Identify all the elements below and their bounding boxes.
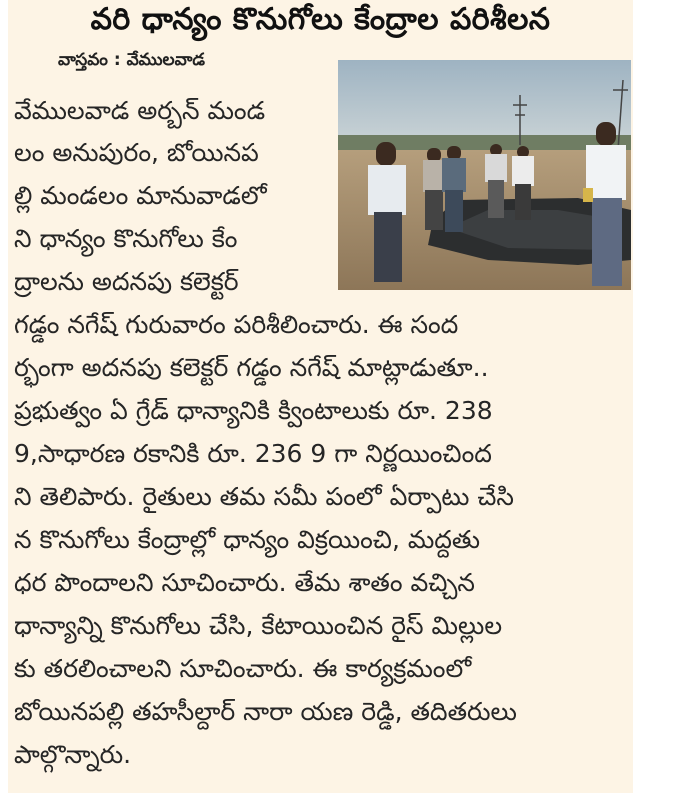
body-line: న కొనుగోలు కేంద్రాల్లో ధాన్యం విక్రయించి, మద్దతు [14,525,481,554]
body-line: వేములవాడ అర్బన్ మండ [14,96,266,125]
body-line: ని ధాన్యం కొనుగోలు కేం [14,224,238,253]
body-line: కు తరలించాలని సూచించారు. ఈ కార్యక్రమంలో [14,654,472,683]
body-line: ప్రభుత్వం ఏ గ్రేడ్ ధాన్యానికి క్వింటాలుకు రూ. 238 [14,396,493,425]
body-line: ద్రాలను అదనపు కలెక్టర్ [14,267,239,296]
body-line: బోయినపల్లి తహసీల్దార్ నారా యణ రెడ్డి, తదితరులు [14,697,517,726]
body-line: ధాన్యాన్ని కొనుగోలు చేసి, కేటాయించిన రైస్ మిల్లుల [14,611,503,640]
body-line: ర్భంగా అదనపు కలెక్టర్ గడ్డం నగేష్ మాట్లాడుతూ.. [14,353,489,382]
body-line: లం అనుపురం, బోయినప [14,138,259,167]
body-line: పాల్గొన్నారు. [14,740,132,769]
body-line: ల్లి మండలం మానువాడలో [14,181,267,210]
dateline: వాస్తవం : వేములవాడ [58,50,205,70]
headline: వరి ధాన్యం కొనుగోలు కేంద్రాల పరిశీలన [90,2,551,37]
news-clipping [8,0,633,793]
body-line: ధర పొందాలని సూచించారు. తేమ శాతం వచ్చిన [14,568,475,597]
body-line: 9,సాధారణ రకానికి రూ. 236 9 గా నిర్ణయించింద [14,439,492,468]
body-line: గడ్డం నగేష్ గురువారం పరిశీలించారు. ఈ సంద [14,310,459,339]
body-line: ని తెలిపారు. రైతులు తమ సమీ పంలో ఏర్పాటు చేసి [14,482,514,511]
news-photo [338,60,631,290]
